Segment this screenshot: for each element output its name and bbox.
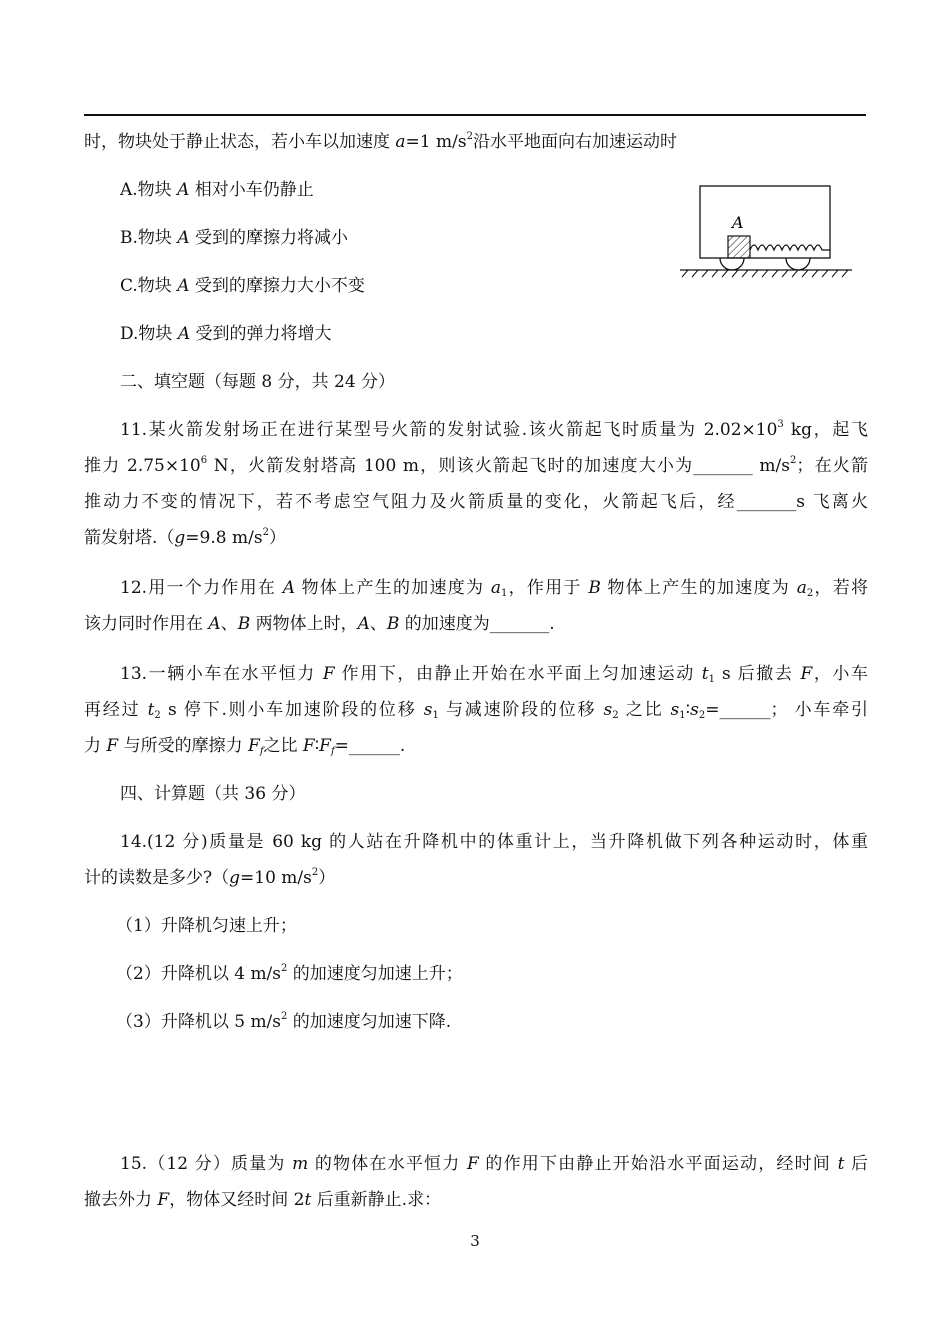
q13-line-2: 再经过 $t_2$ s 停下.则小车加速阶段的位移 $s_1$ 与减速阶段的位移 $s_2$ 之比 $s_1∶s_2=\_\_\_\_\_\_$； 小车牵引 [84, 700, 868, 721]
q15-line-1: 15.（12 分）质量为 m 的物体在水平恒力 F 的作用下由静止开始沿水平面运动，经时间 t 后 [120, 1154, 868, 1174]
q12-line-1: 12.用一个力作用在 A 物体上产生的加速度为 $a_1$，作用于 B 物体上产生的加速度为 $a_2$，若将 [120, 578, 868, 599]
q13-line-3: 力 F 与所受的摩擦力 $F_f$之比 $F∶F_f=\_\_\_\_\_\_$. [84, 736, 406, 757]
wheel-left [720, 258, 744, 270]
q11-line-3: 推动力不变的情况下，若不考虑空气阻力及火箭质量的变化，火箭起飞后，经_______s 飞离火 [84, 492, 868, 512]
q12-line-2: 该力同时作用在 A、B 两物体上时，A、B 的加速度为_______. [84, 614, 555, 634]
q14-part-3: （3）升降机以 5 $m/s^2$ 的加速度匀加速下降. [116, 1011, 452, 1032]
q11-line-1: 11.某火箭发射场正在进行某型号火箭的发射试验.该火箭起飞时质量为 $2.02\times 10^3$ kg，起飞 [120, 419, 868, 440]
spring [750, 245, 830, 250]
q11-line-4: 箭发射塔.（g=9.8 $m/s^2$） [84, 527, 286, 548]
wheel-right [786, 258, 810, 270]
q11-line-2: 推力 $2.75\times 10^6$ N，火箭发射塔高 100 m，则该火箭起飞时的加速度大小为_______ $m/s^2$；在火箭 [84, 455, 868, 476]
q14-line-2: 计的读数是多少?（g=10 $m/s^2$） [84, 867, 336, 888]
header-rule [84, 114, 866, 116]
q10-option-c: C.物块 A 受到的摩擦力大小不变 [120, 276, 365, 296]
q10-option-a: A.物块 A 相对小车仍静止 [120, 180, 314, 200]
q13-line-1: 13.一辆小车在水平恒力 F 作用下，由静止开始在水平面上匀加速运动 $t_1$ s 后撤去 F，小车 [120, 664, 868, 685]
q14-line-1: 14.(12 分)质量是 60 kg 的人站在升降机中的体重计上，当升降机做下列各种运动时，体重 [120, 832, 868, 852]
q14-part-1: （1）升降机匀速上升； [116, 916, 297, 936]
q14-part-2: （2）升降机以 4 $m/s^2$ 的加速度匀加速上升； [116, 963, 463, 984]
q10-option-b: B.物块 A 受到的摩擦力将减小 [120, 228, 348, 248]
q15-line-2: 撤去外力 F，物体又经时间 2t 后重新静止.求： [84, 1190, 442, 1210]
section-calculation-heading: 四、计算题（共 36 分） [120, 784, 306, 804]
block-a [728, 236, 750, 258]
block-label: A [732, 213, 744, 232]
cart-spring-figure [676, 180, 856, 280]
page-number: 3 [470, 1232, 480, 1250]
ground-hatching [682, 270, 848, 277]
q10-continuation: 时，物块处于静止状态，若小车以加速度 a=1 $m/s^2$沿水平地面向右加速运动时 [84, 131, 677, 152]
q10-option-d: D.物块 A 受到的弹力将增大 [120, 324, 332, 344]
section-fill-in-heading: 二、填空题（每题 8 分，共 24 分） [120, 372, 396, 392]
